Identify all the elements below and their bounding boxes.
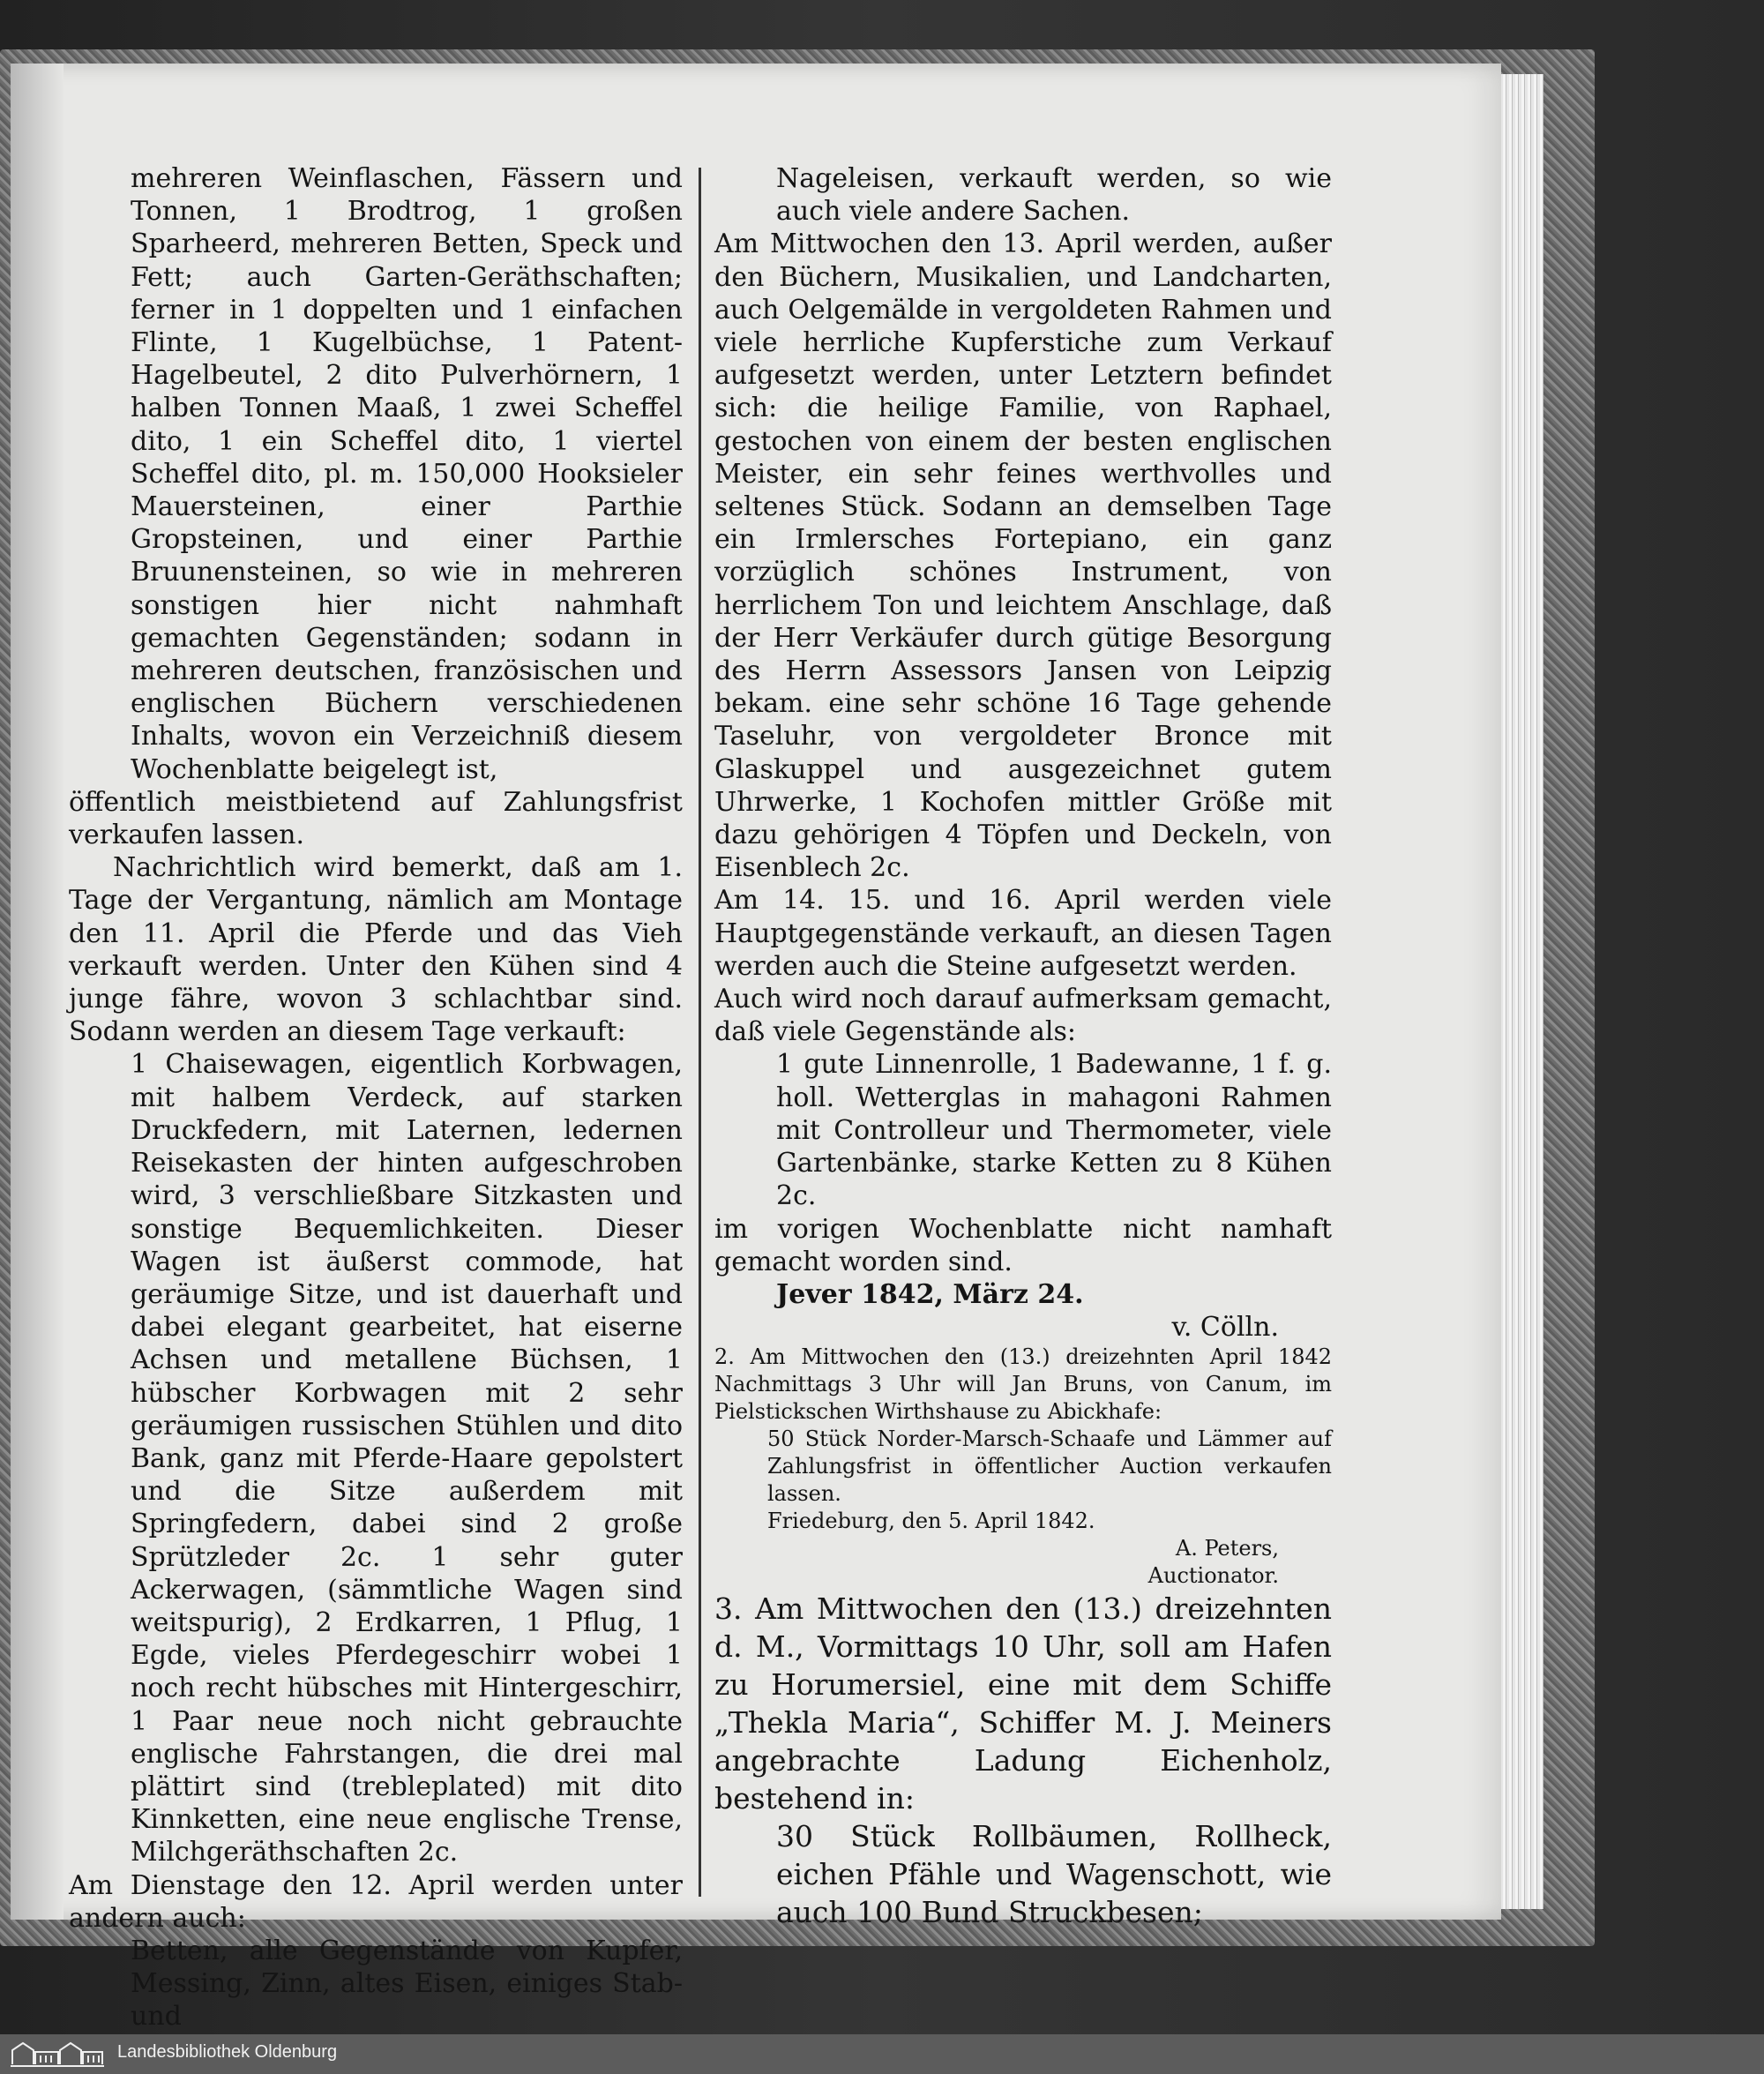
left-paragraph-items: mehreren Weinflaschen, Fässern und Tonnen, 1 Brodtrog, 1 großen Sparheerd, mehreren Betten, Speck und Fett; auch Garten-Geräthschaften; ferner in 1 doppelten und 1 einfachen Flinte, 1 Kugelbüchse, 1 Patent-Hagelbeutel, 2 dito Pulverhörnern, 1 halben Tonnen Maaß, 1 zwei Scheffel dito, 1 ein Scheffel dito, 1 viertel Scheffel dito, pl. m. 150,000 Hooksieler Mauersteinen, einer Parthie Gropsteinen, und einer Parthie Bruunensteinen, so wie in mehreren sonstigen hier nicht nahmhaft gemachten Gegenständen; sodann in mehreren deutschen, französischen und englischen Büchern verschiedenen Inhalts, wovon ein Verzeichniß diesem Wochenblatte beigelegt ist, — [131, 163, 683, 785]
footer-bar — [0, 2034, 1764, 2074]
right-column — [714, 162, 1332, 1930]
left-paragraph-wagons: 1 Chaisewagen, eigentlich Korbwagen, mit halbem Verdeck, auf starken Druckfedern, mit Laternen, ledernen Reisekasten der hinten aufgeschroben wird, 3 verschließbare Sitzkasten und sonstige Bequemlichkeiten. Dieser Wagen ist äußerst commode, hat geräumige Sitze, und ist dauerhaft und dabei elegant gearbeitet, hat eiserne Achsen und metallene Büchsen, 1 hübscher Korbwagen mit 2 sehr geräumigen russischen Stühlen und dito Bank, ganz mit Pferde-Haare gepolstert und die Sitze außerdem mit Springfedern, dabei sind 2 große Sprützleder 2c. 1 sehr guter Ackerwagen, (sämmtliche Wagen sind weitspurig), 2 Erdkarren, 1 Pflug, 1 Egde, vieles Pferdegeschirr wobei 1 noch recht hübsches mit Hintergeschirr, 1 Paar neue noch nicht gebrauchte englische Fahrstangen, die drei mal plättirt sind (trebleplated) mit dito Kinnketten, eine neue englische Trense, Milchgeräthschaften 2c. — [131, 1049, 683, 1868]
right-paragraph-continued: Nageleisen, verkauft werden, so wie auch viele andere Sachen. — [776, 163, 1332, 228]
page-gutter — [11, 64, 64, 1920]
library-name[interactable]: Landesbibliothek Oldenburg — [117, 2042, 338, 2062]
notice-2-sheep: 50 Stück Norder-Marsch-Schaafe und Lämmer auf Zahlungsfrist in öffentlicher Auction verkaufen lassen. — [767, 1426, 1332, 1507]
left-paragraph-note: Nachrichtlich wird bemerkt, daß am 1. Tage der Vergantung, nämlich am Montage den 11. April die Pferde und das Vieh verkauft werden. Unter den Kühen sind 4 junge fähre, wovon 3 schlachtbar sind. Sodann werden an diesem Tage verkauft: — [69, 852, 683, 1048]
left-paragraph-metals: Betten, alle Gegenstände von Kupfer, Messing, Zinn, altes Eisen, einiges Stab- und — [131, 1935, 683, 2033]
notice-3: 3. Am Mittwochen den (13.) dreizehnten d. M., Vormittags 10 Uhr, soll am Hafen zu Horumersiel, eine mit dem Schiffe „Thekla Maria“, Schiffer M. J. Meiners angebrachte Ladung Eichenholz, bestehend in: — [714, 1591, 1332, 1816]
left-paragraph-sale: öffentlich meistbietend auf Zahlungsfrist verkaufen lassen. — [69, 786, 683, 851]
library-building-icon — [9, 2040, 106, 2068]
right-paragraph-previous: im vorigen Wochenblatte nicht namhaft gemacht worden sind. — [714, 1213, 1332, 1277]
right-paragraph-list: 1 gute Linnenrolle, 1 Badewanne, 1 f. g. holl. Wetterglas in mahagoni Rahmen mit Controlleur und Thermometer, viele Gartenbänke, starke Ketten zu 8 Kühen 2c. — [776, 1049, 1332, 1212]
left-paragraph-tuesday: Am Dienstage den 12. April werden unter andern auch: — [69, 1869, 683, 1934]
right-paragraph-days: Am 14. 15. und 16. April werden viele Hauptgegenstände verkauft, an diesen Tagen werden auch die Steine aufgesetzt werden. — [714, 885, 1332, 982]
dateline: Jever 1842, März 24. — [776, 1278, 1084, 1310]
signature-peters: A. Peters, — [1175, 1536, 1279, 1561]
column-divider — [699, 168, 701, 1897]
notice-2-place-date: Friedeburg, den 5. April 1842. — [767, 1509, 1095, 1534]
right-paragraph-wednesday: Am Mittwochen den 13. April werden, außer den Büchern, Musikalien, und Landcharten, auch Oelgemälde in vergoldeten Rahmen und viele herrliche Kupferstiche zum Verkauf aufgesetzt werden, unter Letztern befindet sich: die heilige Familie, von Raphael, gestochen von einem der besten englischen Meister, ein sehr feines werthvolles und seltenes Stück. Sodann an demselben Tage ein Irmlersches Fortepiano, ein ganz vorzüglich schönes Instrument, von herrlichem Ton und leichtem Anschlage, daß der Herr Verkäufer durch gütige Besorgung des Herrn Assessors Jansen von Leipzig bekam. eine sehr schöne 16 Tage gehende Taseluhr, von vergoldeter Bronce mit Glaskuppel und ausgezeichnet gutem Uhrwerke, 1 Kochofen mittler Größe mit dazu gehörigen 4 Töpfen und Deckeln, von Eisenblech 2c. — [714, 228, 1332, 884]
right-paragraph-attention: Auch wird noch darauf aufmerksam gemacht, daß viele Gegenstände als: — [714, 984, 1332, 1048]
book-page — [11, 64, 1501, 2033]
notice-2: 2. Am Mittwochen den (13.) dreizehnten April 1842 Nachmittags 3 Uhr will Jan Bruns, von Canum, im Pielstickschen Wirthshause zu Abickhafe: — [714, 1344, 1332, 1425]
notice-3-items: 30 Stück Rollbäumen, Rollheck, eichen Pfähle und Wagenschott, wie auch 100 Bund Struckbesen; — [776, 1819, 1332, 1930]
signature-auctionator: Auctionator. — [1147, 1563, 1279, 1589]
signature-colln: v. Cölln. — [1171, 1312, 1279, 1344]
left-column — [69, 162, 683, 2033]
